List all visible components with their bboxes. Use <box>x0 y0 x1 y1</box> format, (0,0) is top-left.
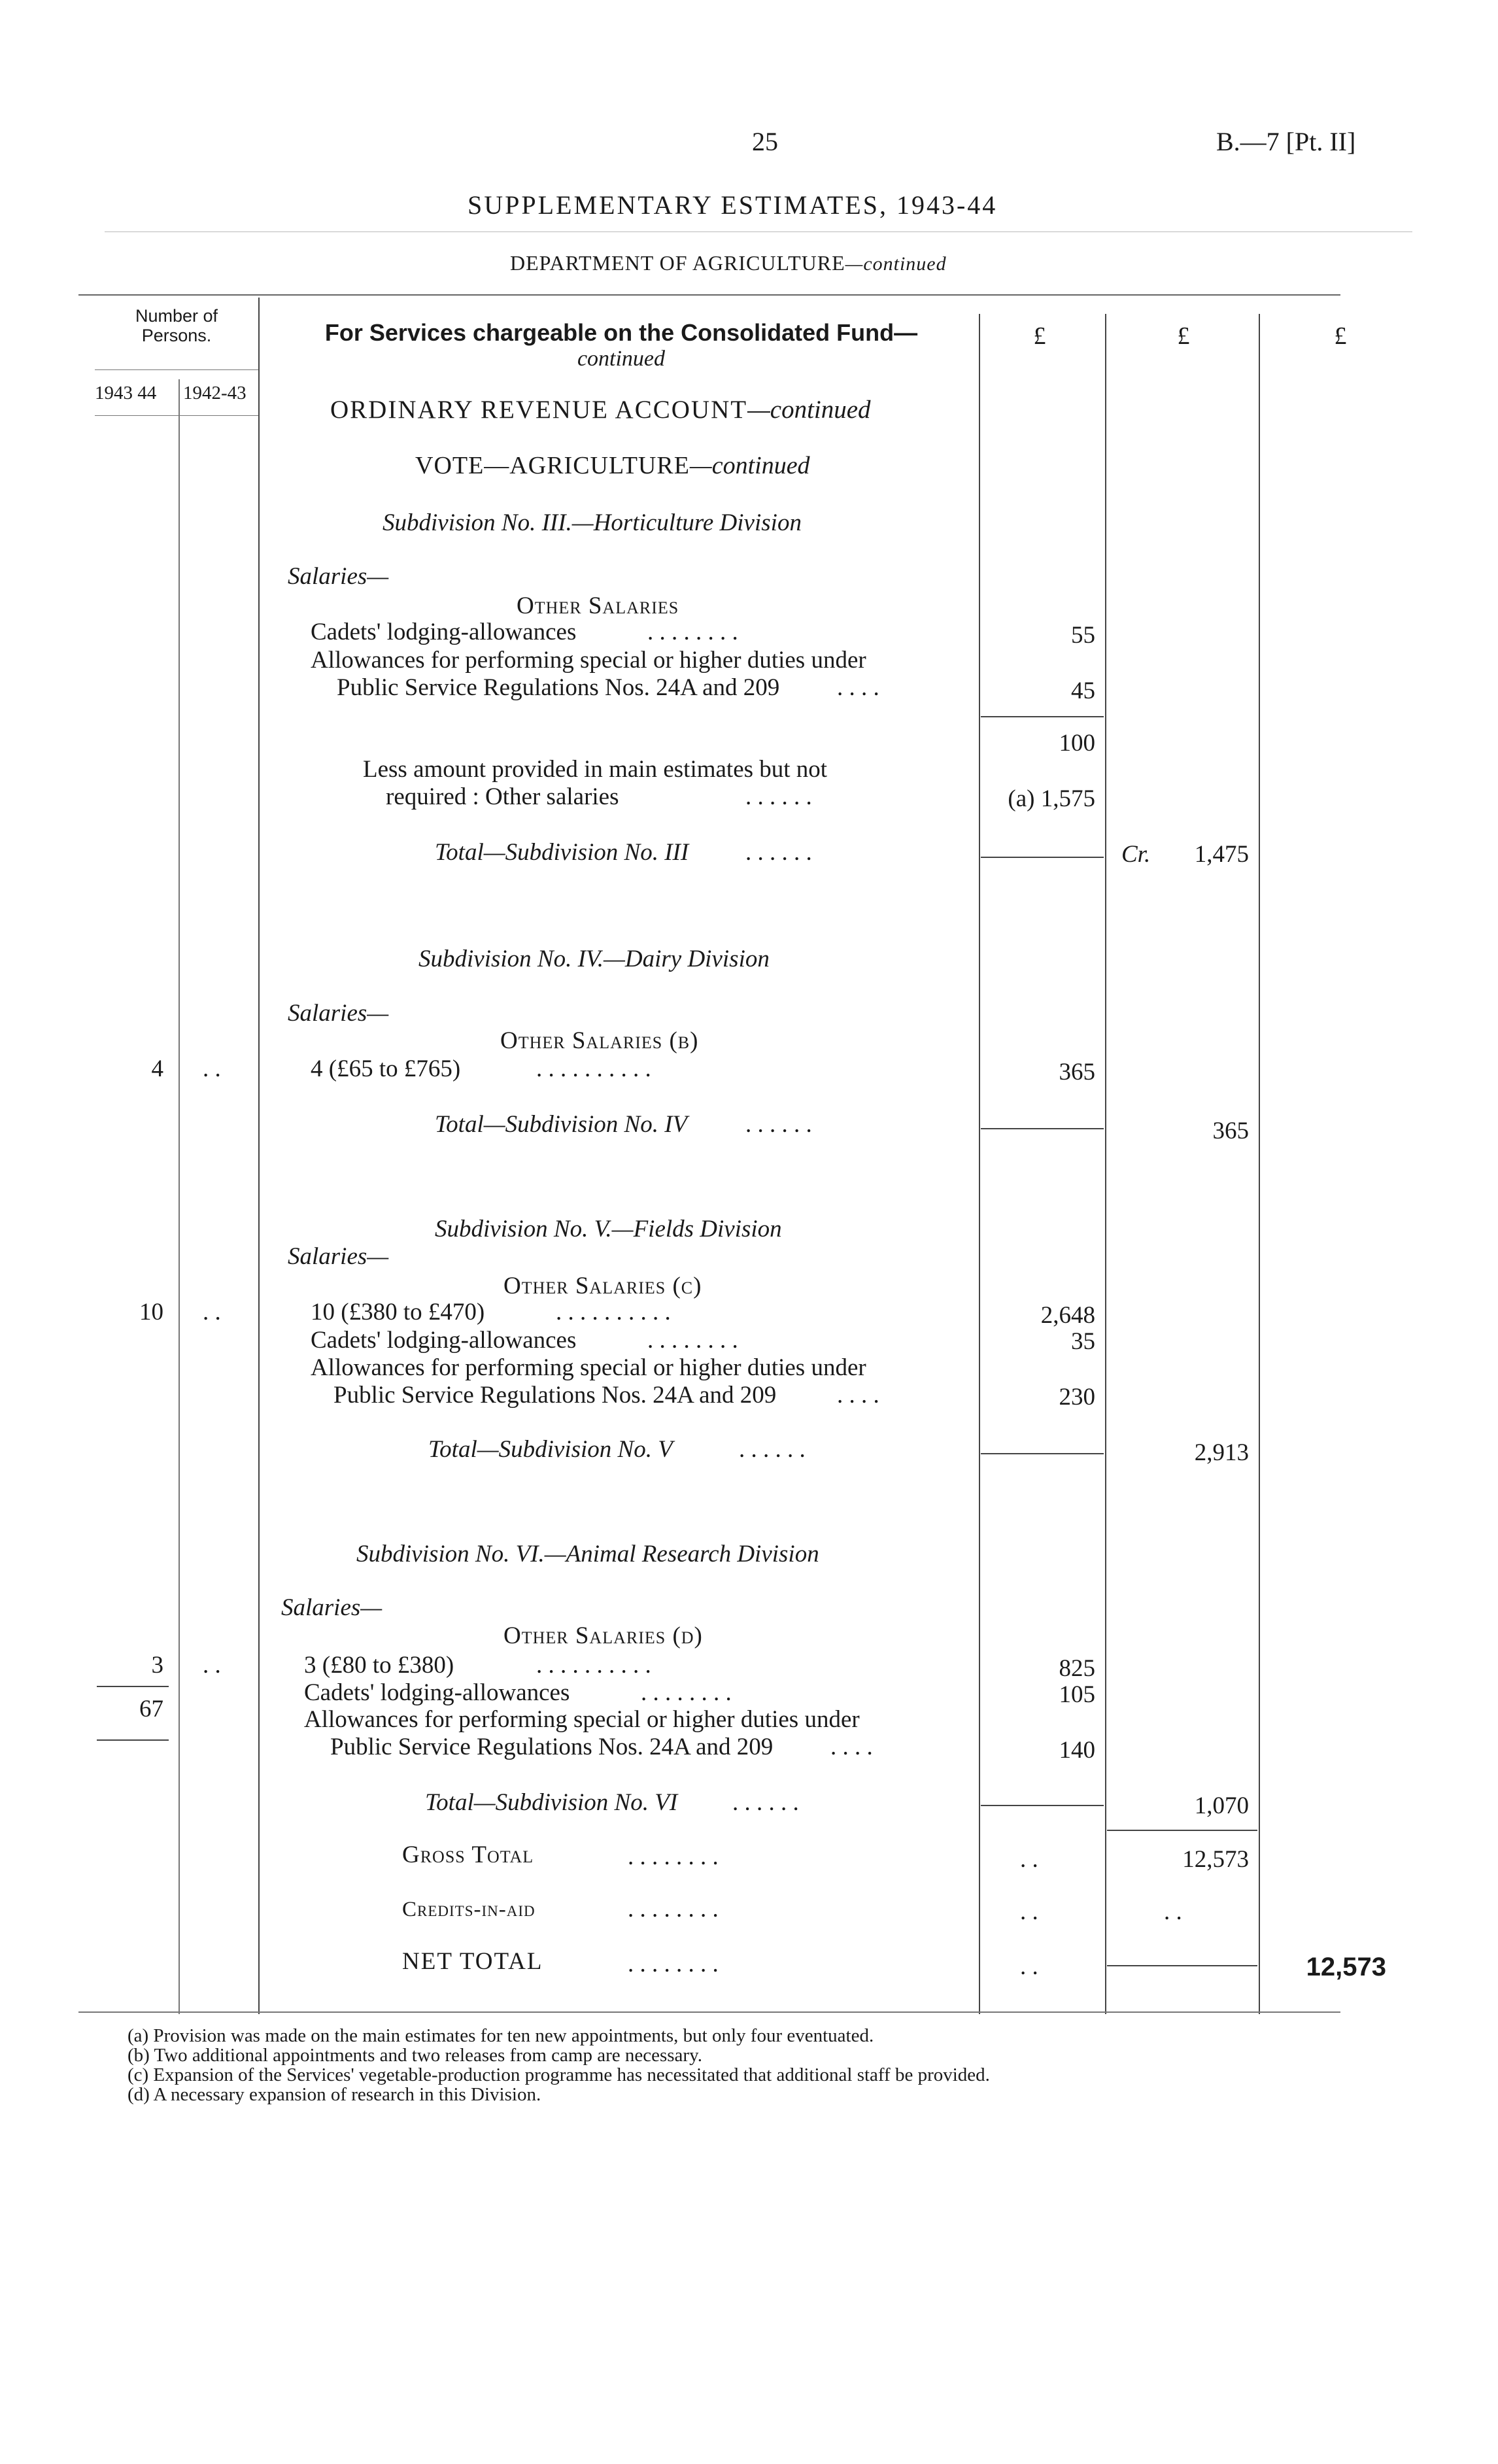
sub5-total-label: Total—Subdivision No. V <box>428 1436 673 1463</box>
sub3-line2a: Allowances for performing special or higher duties under <box>311 647 866 674</box>
account-title: ORDINARY REVENUE ACCOUNT <box>330 396 748 424</box>
sub6-line2-amount: 105 <box>1059 1681 1095 1708</box>
sub3-subtotal: 100 <box>1059 730 1095 757</box>
credits-in-aid-col2: . . <box>1164 1898 1182 1925</box>
sub3-salaries: Salaries— <box>288 563 389 590</box>
net-total-leader: . . . . . . . . <box>628 1951 719 1977</box>
footnote-c: (c) Expansion of the Services' vegetable-production programme has necessitated that additional staff be provided. <box>128 2064 990 2085</box>
sub5-line2-amount: 35 <box>1071 1328 1095 1355</box>
sub3-total-amount: 1,475 <box>1194 841 1249 868</box>
persons-header: Number of Persons. <box>135 306 218 345</box>
sub3-total-rule <box>981 857 1104 858</box>
table-top-rule <box>78 294 1340 296</box>
footnote-b: (b) Two additional appointments and two releases from camp are necessary. <box>128 2045 702 2066</box>
currency-col1: £ <box>1033 322 1046 350</box>
sub5-line2: Cadets' lodging-allowances <box>311 1327 577 1354</box>
sub4-total-amount: 365 <box>1212 1118 1249 1144</box>
sub6-line3b-leader: . . . . <box>830 1734 873 1760</box>
currency-col3: £ <box>1334 322 1347 350</box>
sub4-line1-leader: . . . . . . . . . . <box>536 1055 651 1082</box>
amount-column-divider-1 <box>979 314 980 2014</box>
sub5-total-amount: 2,913 <box>1194 1439 1249 1466</box>
sub5-line3b-leader: . . . . <box>837 1382 879 1409</box>
vote-heading <box>415 451 810 480</box>
sub5-total-leader: . . . . . . <box>739 1436 806 1463</box>
sub3-line1: Cadets' lodging-allowances <box>311 619 577 645</box>
department-suffix: —continued <box>845 253 947 275</box>
sub5-line2-leader: . . . . . . . . <box>647 1327 738 1354</box>
gross-total-rule <box>1107 1830 1257 1831</box>
vote-title: VOTE—AGRICULTURE <box>415 452 690 479</box>
page-number: 25 <box>752 127 778 156</box>
sub5-line3-amount: 230 <box>1059 1384 1095 1411</box>
sub3-line1-amount: 55 <box>1071 622 1095 649</box>
sub3-other-salaries: Other Salaries <box>517 592 679 619</box>
sub4-total-rule <box>981 1128 1104 1129</box>
sub3-total-cr: Cr. <box>1121 841 1151 868</box>
sub4-salaries: Salaries— <box>288 1000 389 1027</box>
sub6-persons-1943: 3 <box>151 1652 163 1679</box>
sub6-line2: Cadets' lodging-allowances <box>304 1679 570 1706</box>
credits-in-aid-col1: . . <box>1020 1898 1038 1925</box>
sub5-line1-leader: . . . . . . . . . . <box>556 1299 671 1326</box>
sub3-less-line-a: Less amount provided in main estimates but not <box>363 756 828 783</box>
sub5-line3a: Allowances for performing special or higher duties under <box>311 1354 866 1381</box>
sub4-total-label: Total—Subdivision No. IV <box>435 1111 688 1138</box>
sub5-line1-amount: 2,648 <box>1040 1302 1095 1329</box>
sub6-persons-total: 67 <box>139 1696 163 1722</box>
gross-total-leader: . . . . . . . . <box>628 1843 719 1870</box>
persons-header-rule <box>95 369 258 370</box>
sub3-line1-leader: . . . . . . . . <box>647 619 738 645</box>
sub3-less-leader: . . . . . . <box>745 783 812 810</box>
amount-column-divider-2 <box>1105 314 1106 2014</box>
sub6-total-amount: 1,070 <box>1194 1792 1249 1819</box>
sub3-less-amount: (a) 1,575 <box>1008 785 1095 812</box>
sub6-total-rule <box>981 1805 1104 1806</box>
sub6-line1-leader: . . . . . . . . . . <box>536 1652 651 1679</box>
document-reference: B.—7 [Pt. II] <box>1216 127 1356 156</box>
sub4-title: Subdivision No. IV.—Dairy Division <box>418 946 770 972</box>
year-column-divider <box>179 379 180 2014</box>
sub6-total-label: Total—Subdivision No. VI <box>425 1789 678 1816</box>
amount-column-divider-3 <box>1259 314 1260 2014</box>
main-heading-continued: continued <box>577 347 666 371</box>
account-heading <box>330 396 871 424</box>
sub3-title: Subdivision No. III.—Horticulture Division <box>383 509 802 536</box>
sub3-subtotal-rule <box>981 716 1104 717</box>
sub6-title: Subdivision No. VI.—Animal Research Division <box>356 1541 819 1567</box>
sub6-line1-amount: 825 <box>1059 1655 1095 1682</box>
sub6-line3a: Allowances for performing special or higher duties under <box>304 1706 860 1733</box>
sub5-persons-1943: 10 <box>139 1299 163 1326</box>
sub4-persons-1942: . . <box>203 1055 221 1082</box>
sub4-line1-amount: 365 <box>1059 1059 1095 1086</box>
page-title: SUPPLEMENTARY ESTIMATES, 1943-44 <box>468 190 998 220</box>
sub6-total-leader: . . . . . . <box>732 1789 799 1816</box>
account-title-suffix: —continued <box>747 396 871 424</box>
net-total-amount: 12,573 <box>1306 1953 1386 1981</box>
year-1943-header: 1943 44 <box>95 383 157 403</box>
net-total-rule <box>1107 1965 1257 1966</box>
table-bottom-rule <box>78 2011 1340 2013</box>
sub5-line3b: Public Service Regulations Nos. 24A and 209 <box>333 1382 777 1409</box>
sub6-line2-leader: . . . . . . . . <box>641 1679 732 1706</box>
year-header-rule <box>95 415 258 416</box>
gross-total-amount: 12,573 <box>1182 1846 1249 1873</box>
persons-total-rule-bottom <box>97 1739 169 1741</box>
sub6-line1: 3 (£80 to £380) <box>304 1652 454 1679</box>
sub5-line1: 10 (£380 to £470) <box>311 1299 485 1326</box>
persons-total-rule-top <box>97 1686 169 1687</box>
sub5-salaries: Salaries— <box>288 1243 389 1270</box>
sub6-persons-1942: . . <box>203 1652 221 1679</box>
sub3-line2b: Public Service Regulations Nos. 24A and 209 <box>337 674 780 701</box>
sub5-total-rule <box>981 1453 1104 1454</box>
header-rule <box>105 231 1412 232</box>
year-1942-header: 1942-43 <box>183 383 247 403</box>
main-heading: For Services chargeable on the Consolidated Fund— <box>324 319 918 346</box>
sub3-total-leader: . . . . . . <box>745 839 812 866</box>
sub4-total-leader: . . . . . . <box>745 1111 812 1138</box>
sub4-line1: 4 (£65 to £765) <box>311 1055 461 1082</box>
sub4-persons-1943: 4 <box>151 1055 163 1082</box>
sub6-line3-amount: 140 <box>1059 1737 1095 1764</box>
department-heading <box>510 248 947 279</box>
sub5-other-salaries: Other Salaries (c) <box>503 1273 702 1299</box>
sub6-line3b: Public Service Regulations Nos. 24A and 209 <box>330 1734 774 1760</box>
persons-column-divider <box>258 298 260 2014</box>
sub5-persons-1942: . . <box>203 1299 221 1326</box>
sub4-other-salaries: Other Salaries (b) <box>500 1027 699 1054</box>
footnote-d: (d) A necessary expansion of research in this Division. <box>128 2084 541 2105</box>
sub3-total-label: Total—Subdivision No. III <box>435 839 689 866</box>
currency-col2: £ <box>1177 322 1190 350</box>
footnote-a: (a) Provision was made on the main estimates for ten new appointments, but only four eventuated. <box>128 2025 874 2046</box>
sub6-salaries: Salaries— <box>281 1594 383 1621</box>
net-total-label: NET TOTAL <box>402 1948 543 1975</box>
vote-title-suffix: —continued <box>689 452 810 479</box>
sub5-title: Subdivision No. V.—Fields Division <box>435 1216 782 1242</box>
gross-total-col1: . . <box>1020 1846 1038 1873</box>
department-name: DEPARTMENT OF AGRICULTURE <box>510 251 845 275</box>
gross-total-label: Gross Total <box>402 1841 534 1868</box>
sub6-other-salaries: Other Salaries (d) <box>503 1622 703 1649</box>
credits-in-aid-leader: . . . . . . . . <box>628 1896 719 1923</box>
net-total-col1: . . <box>1020 1953 1038 1980</box>
sub3-line2b-leader: . . . . <box>837 674 879 701</box>
sub3-less-line-b: required : Other salaries <box>386 783 619 810</box>
sub3-line2-amount: 45 <box>1071 677 1095 704</box>
credits-in-aid-label: Credits-in-aid <box>402 1898 536 1921</box>
